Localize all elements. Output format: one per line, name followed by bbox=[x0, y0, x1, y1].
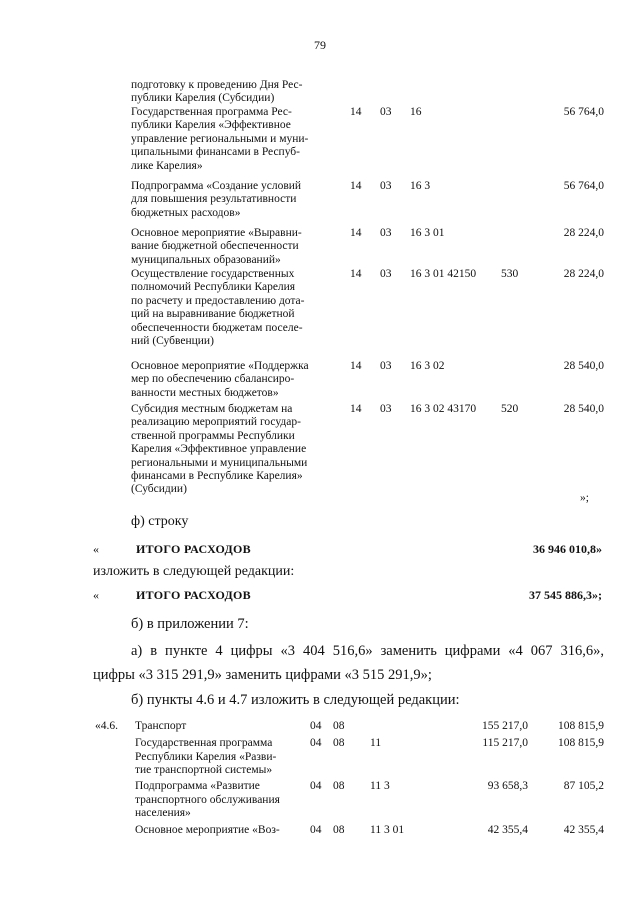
subsection-code: 03 bbox=[380, 227, 392, 239]
target-article-code: 16 3 02 43170 bbox=[410, 403, 477, 415]
target-article-code: 16 3 bbox=[410, 180, 431, 192]
open-quote: « bbox=[93, 542, 99, 556]
section-code: 04 bbox=[310, 737, 322, 749]
amount-year-1: 155 217,0 bbox=[482, 720, 528, 732]
subsection-code: 08 bbox=[333, 737, 345, 749]
amount: 28 540,0 bbox=[563, 403, 604, 415]
section-code: 14 bbox=[350, 268, 362, 280]
subsection-code: 08 bbox=[333, 720, 345, 732]
section-code: 14 bbox=[350, 403, 362, 415]
total-label: ИТОГО РАСХОДОВ bbox=[136, 588, 251, 602]
amount-year-1: 93 658,3 bbox=[487, 780, 528, 792]
target-article-code: 16 3 02 bbox=[410, 360, 445, 372]
subsection-code: 03 bbox=[380, 268, 392, 280]
page-number: 79 bbox=[314, 38, 326, 52]
section-code: 14 bbox=[350, 227, 362, 239]
closing-quote: »; bbox=[580, 492, 589, 504]
row-description: Подпрограмма «Развитие транспортного обслуживания населения» bbox=[135, 780, 280, 820]
open-quote: « bbox=[93, 588, 99, 602]
amount-year-1: 42 355,4 bbox=[487, 824, 528, 836]
line-a-part2: цифры «3 315 291,9» заменить цифрами «3 515 291,9»; bbox=[93, 667, 432, 683]
line-replace: изложить в следующей редакции: bbox=[93, 564, 295, 579]
amount-year-2: 108 815,9 bbox=[558, 720, 604, 732]
section-code: 04 bbox=[310, 780, 322, 792]
total-label: ИТОГО РАСХОДОВ bbox=[136, 542, 251, 556]
expense-type-code: 520 bbox=[501, 403, 519, 415]
row-description: Подпрограмма «Создание условий для повышения результативности бюджетных расходов» bbox=[131, 180, 302, 219]
target-article-code: 16 3 01 bbox=[410, 227, 445, 239]
line-b-points: б) пункты 4.6 и 4.7 изложить в следующей редакции: bbox=[131, 692, 460, 708]
row-description: Основное мероприятие «Поддержка мер по обеспечению сбалансиро- ванности местных бюджетов» bbox=[131, 360, 309, 399]
section-code: 14 bbox=[350, 106, 362, 118]
line-a-part1: а) в пункте 4 цифры «3 404 516,6» заменить цифрами «4 067 316,6», bbox=[131, 643, 604, 659]
row-description: Осуществление государственных полномочий Республики Карелия по расчету и предоставлению дота- ций на выравнивание бюджетной обеспеченности бюджетам поселе- ний (Субвенции) bbox=[131, 268, 305, 348]
section-code: 04 bbox=[310, 824, 322, 836]
section-code: 14 bbox=[350, 180, 362, 192]
line-b-appendix: б) в приложении 7: bbox=[131, 616, 249, 632]
amount: 56 764,0 bbox=[563, 106, 604, 118]
row-description: Транспорт bbox=[135, 720, 187, 732]
section-code: 14 bbox=[350, 360, 362, 372]
row-description: Государственная программа Республики Карелия «Разви- тие транспортной системы» bbox=[135, 737, 277, 777]
total-value: 37 545 886,3»; bbox=[529, 588, 602, 602]
subsection-code: 03 bbox=[380, 403, 392, 415]
target-article-code: 11 3 01 bbox=[370, 824, 405, 836]
amount-year-2: 108 815,9 bbox=[558, 737, 604, 749]
amount: 28 224,0 bbox=[563, 268, 604, 280]
amount-year-1: 115 217,0 bbox=[482, 737, 528, 749]
subsection-code: 03 bbox=[380, 360, 392, 372]
target-article-code: 11 3 bbox=[370, 780, 390, 792]
subsection-code: 03 bbox=[380, 180, 392, 192]
amount-year-2: 42 355,4 bbox=[563, 824, 604, 836]
row-description: подготовку к проведению Дня Рес- публики Карелия (Субсидии) bbox=[131, 79, 303, 105]
section-code: 04 bbox=[310, 720, 322, 732]
item-number: «4.6. bbox=[95, 720, 118, 732]
target-article-code: 16 3 01 42150 bbox=[410, 268, 477, 280]
expense-type-code: 530 bbox=[501, 268, 519, 280]
target-article-code: 11 bbox=[370, 737, 382, 749]
row-description: Государственная программа Рес- публики Карелия «Эффективное управление региональными и муни- ципальными финансами в Респуб- лике Карелия» bbox=[131, 106, 309, 172]
subsection-code: 08 bbox=[333, 780, 345, 792]
amount: 28 540,0 bbox=[563, 360, 604, 372]
subsection-code: 08 bbox=[333, 824, 345, 836]
amount: 28 224,0 bbox=[563, 227, 604, 239]
row-description: Субсидия местным бюджетам на реализацию мероприятий государ- ственной программы Республики Карелия «Эффективное управление региональными и муниципальными финансами в Республике Карелия» (Субсидии) bbox=[131, 403, 308, 496]
total-value: 36 946 010,8» bbox=[533, 542, 602, 556]
row-description: Основное мероприятие «Выравни- вание бюджетной обеспеченности муниципальных образований» bbox=[131, 227, 302, 266]
subsection-code: 03 bbox=[380, 106, 392, 118]
amount-year-2: 87 105,2 bbox=[563, 780, 604, 792]
amount: 56 764,0 bbox=[563, 180, 604, 192]
target-article-code: 16 bbox=[410, 106, 422, 118]
line-f: ф) строку bbox=[131, 514, 189, 529]
row-description: Основное мероприятие «Воз- bbox=[135, 824, 280, 836]
